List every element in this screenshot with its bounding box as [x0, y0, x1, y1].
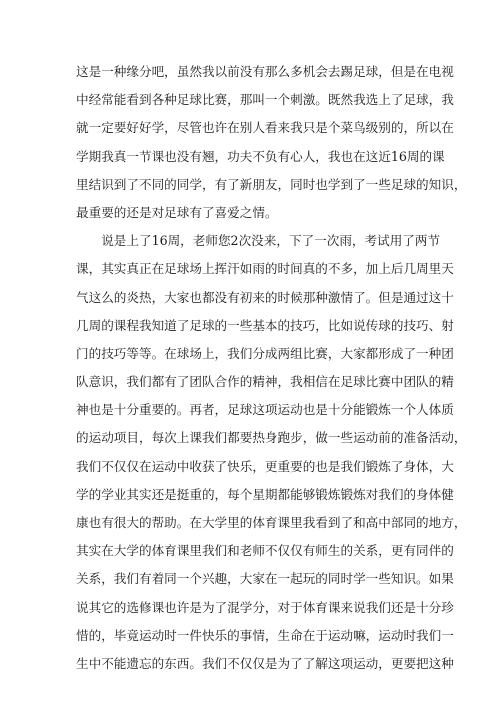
document-page: [76, 58, 467, 678]
text-line: 关系，我们有着同一个兴趣，大家在一起玩的同时学一些知识。如果: [76, 571, 454, 587]
text-line: 生中不能遗忘的东西。我们不仅仅是为了了解这项运动，更要把这种: [76, 655, 454, 671]
text-line: 课，其实真正在足球场上挥汗如雨的时间真的不多，加上后几周里天: [76, 261, 454, 277]
text-line: 学的学业其实还是挺重的，每个星期都能够锻炼锻炼对我们的身体健: [76, 486, 454, 502]
text-line: 这是一种缘分吧，虽然我以前没有那么多机会去踢足球，但是在电视: [76, 64, 454, 79]
text-line: 说是上了16周，老师您2次没来，下了一次雨，考试用了两节: [76, 233, 441, 249]
text-line: 队意识，我们都有了团队合作的精神，我相信在足球比赛中团队的精: [76, 374, 454, 390]
text-line: 最重要的还是对足球有了喜爱之情。: [76, 204, 278, 220]
text-line: 康也有很大的帮助。在大学里的体育课里我看到了和高中部同的地方，: [76, 515, 467, 530]
text-line: 惜的，毕竟运动时一件快乐的事情，生命在于运动嘛，运动时我们一: [76, 627, 454, 643]
text-line: 几周的课程我知道了足球的一些基本的技巧，比如说传球的技巧、射: [76, 317, 454, 333]
paragraph-1: [76, 58, 467, 227]
text-line: 神也是十分重要的。再者，足球这项运动也是十分能锻炼一个人体质: [76, 402, 454, 418]
text-line: 气这么的炎热，大家也都没有初来的时候那种激情了。但是通过这十: [76, 289, 454, 305]
text-line: 其实在大学的体育课里我们和老师不仅仅有师生的关系，更有同伴的: [76, 543, 454, 559]
text-line: 门的技巧等等。在球场上，我们分成两组比赛，大家都形成了一种团: [76, 345, 454, 361]
text-line: 中经常能看到各种足球比赛，那叫一个刺激。既然我选上了足球，我: [76, 92, 454, 108]
text-line: 里结识到了不同的同学，有了新朋友，同时也学到了一些足球的知识，: [76, 176, 467, 192]
text-line: 学期我真一节课也没有翘，功夫不负有心人，我也在这近16周的课: [76, 148, 445, 164]
text-line: 说其它的选修课也许是为了混学分，对于体育课来说我们还是十分珍: [76, 599, 454, 615]
paragraph-2: [76, 227, 467, 678]
text-line: 的运动项目，每次上课我们都要热身跑步，做一些运动前的准备活动，: [76, 430, 467, 446]
text-line: 我们不仅仅在运动中收获了快乐，更重要的也是我们锻炼了身体，大: [76, 458, 454, 474]
text-line: 就一定要好好学，尽管也许在别人看来我只是个菜鸟级别的，所以在: [76, 120, 454, 136]
